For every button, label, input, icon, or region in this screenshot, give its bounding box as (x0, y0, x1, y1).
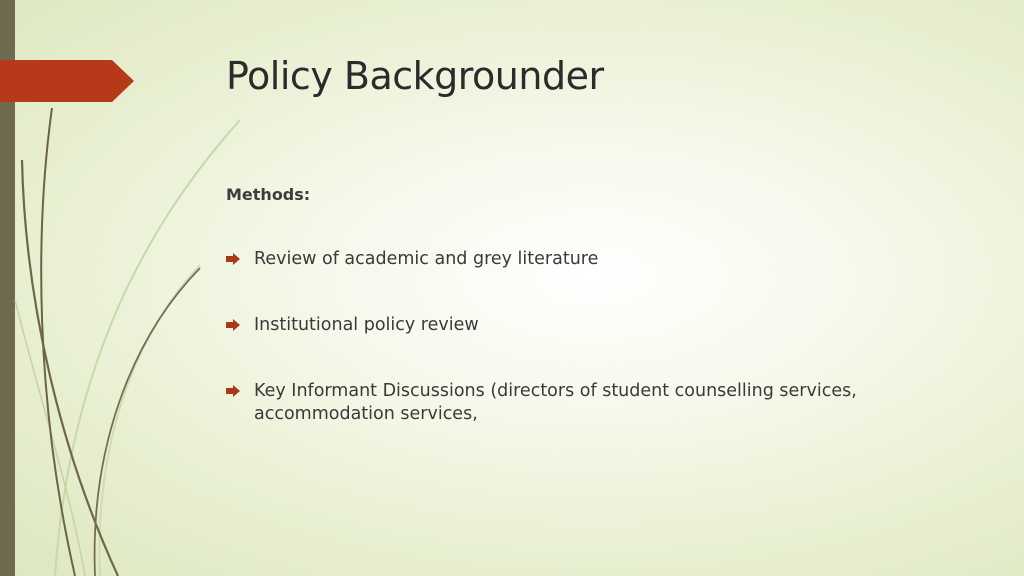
stem-light-1 (55, 120, 240, 576)
right-arrow-bullet-icon (226, 253, 240, 265)
section-label: Methods: (226, 185, 311, 204)
bullet-item (226, 380, 996, 426)
stem-dark-2 (22, 160, 118, 576)
right-arrow-bullet-icon (226, 319, 240, 331)
slide-title: Policy Backgrounder (226, 54, 604, 98)
bullet-text: Key Informant Discussions (directors of student counselling services, accommodation services, (254, 381, 857, 424)
bullet-text: Institutional policy review (254, 315, 479, 335)
bullet-item (226, 314, 996, 337)
right-arrow-bullet-icon (226, 385, 240, 397)
stem-light-2 (100, 265, 200, 576)
stem-dark-3 (95, 268, 200, 576)
bullet-text: Review of academic and grey literature (254, 249, 599, 269)
bullet-list (226, 248, 996, 426)
title-accent-tab (0, 60, 134, 102)
slide-content (226, 184, 996, 469)
bullet-item (226, 248, 996, 271)
